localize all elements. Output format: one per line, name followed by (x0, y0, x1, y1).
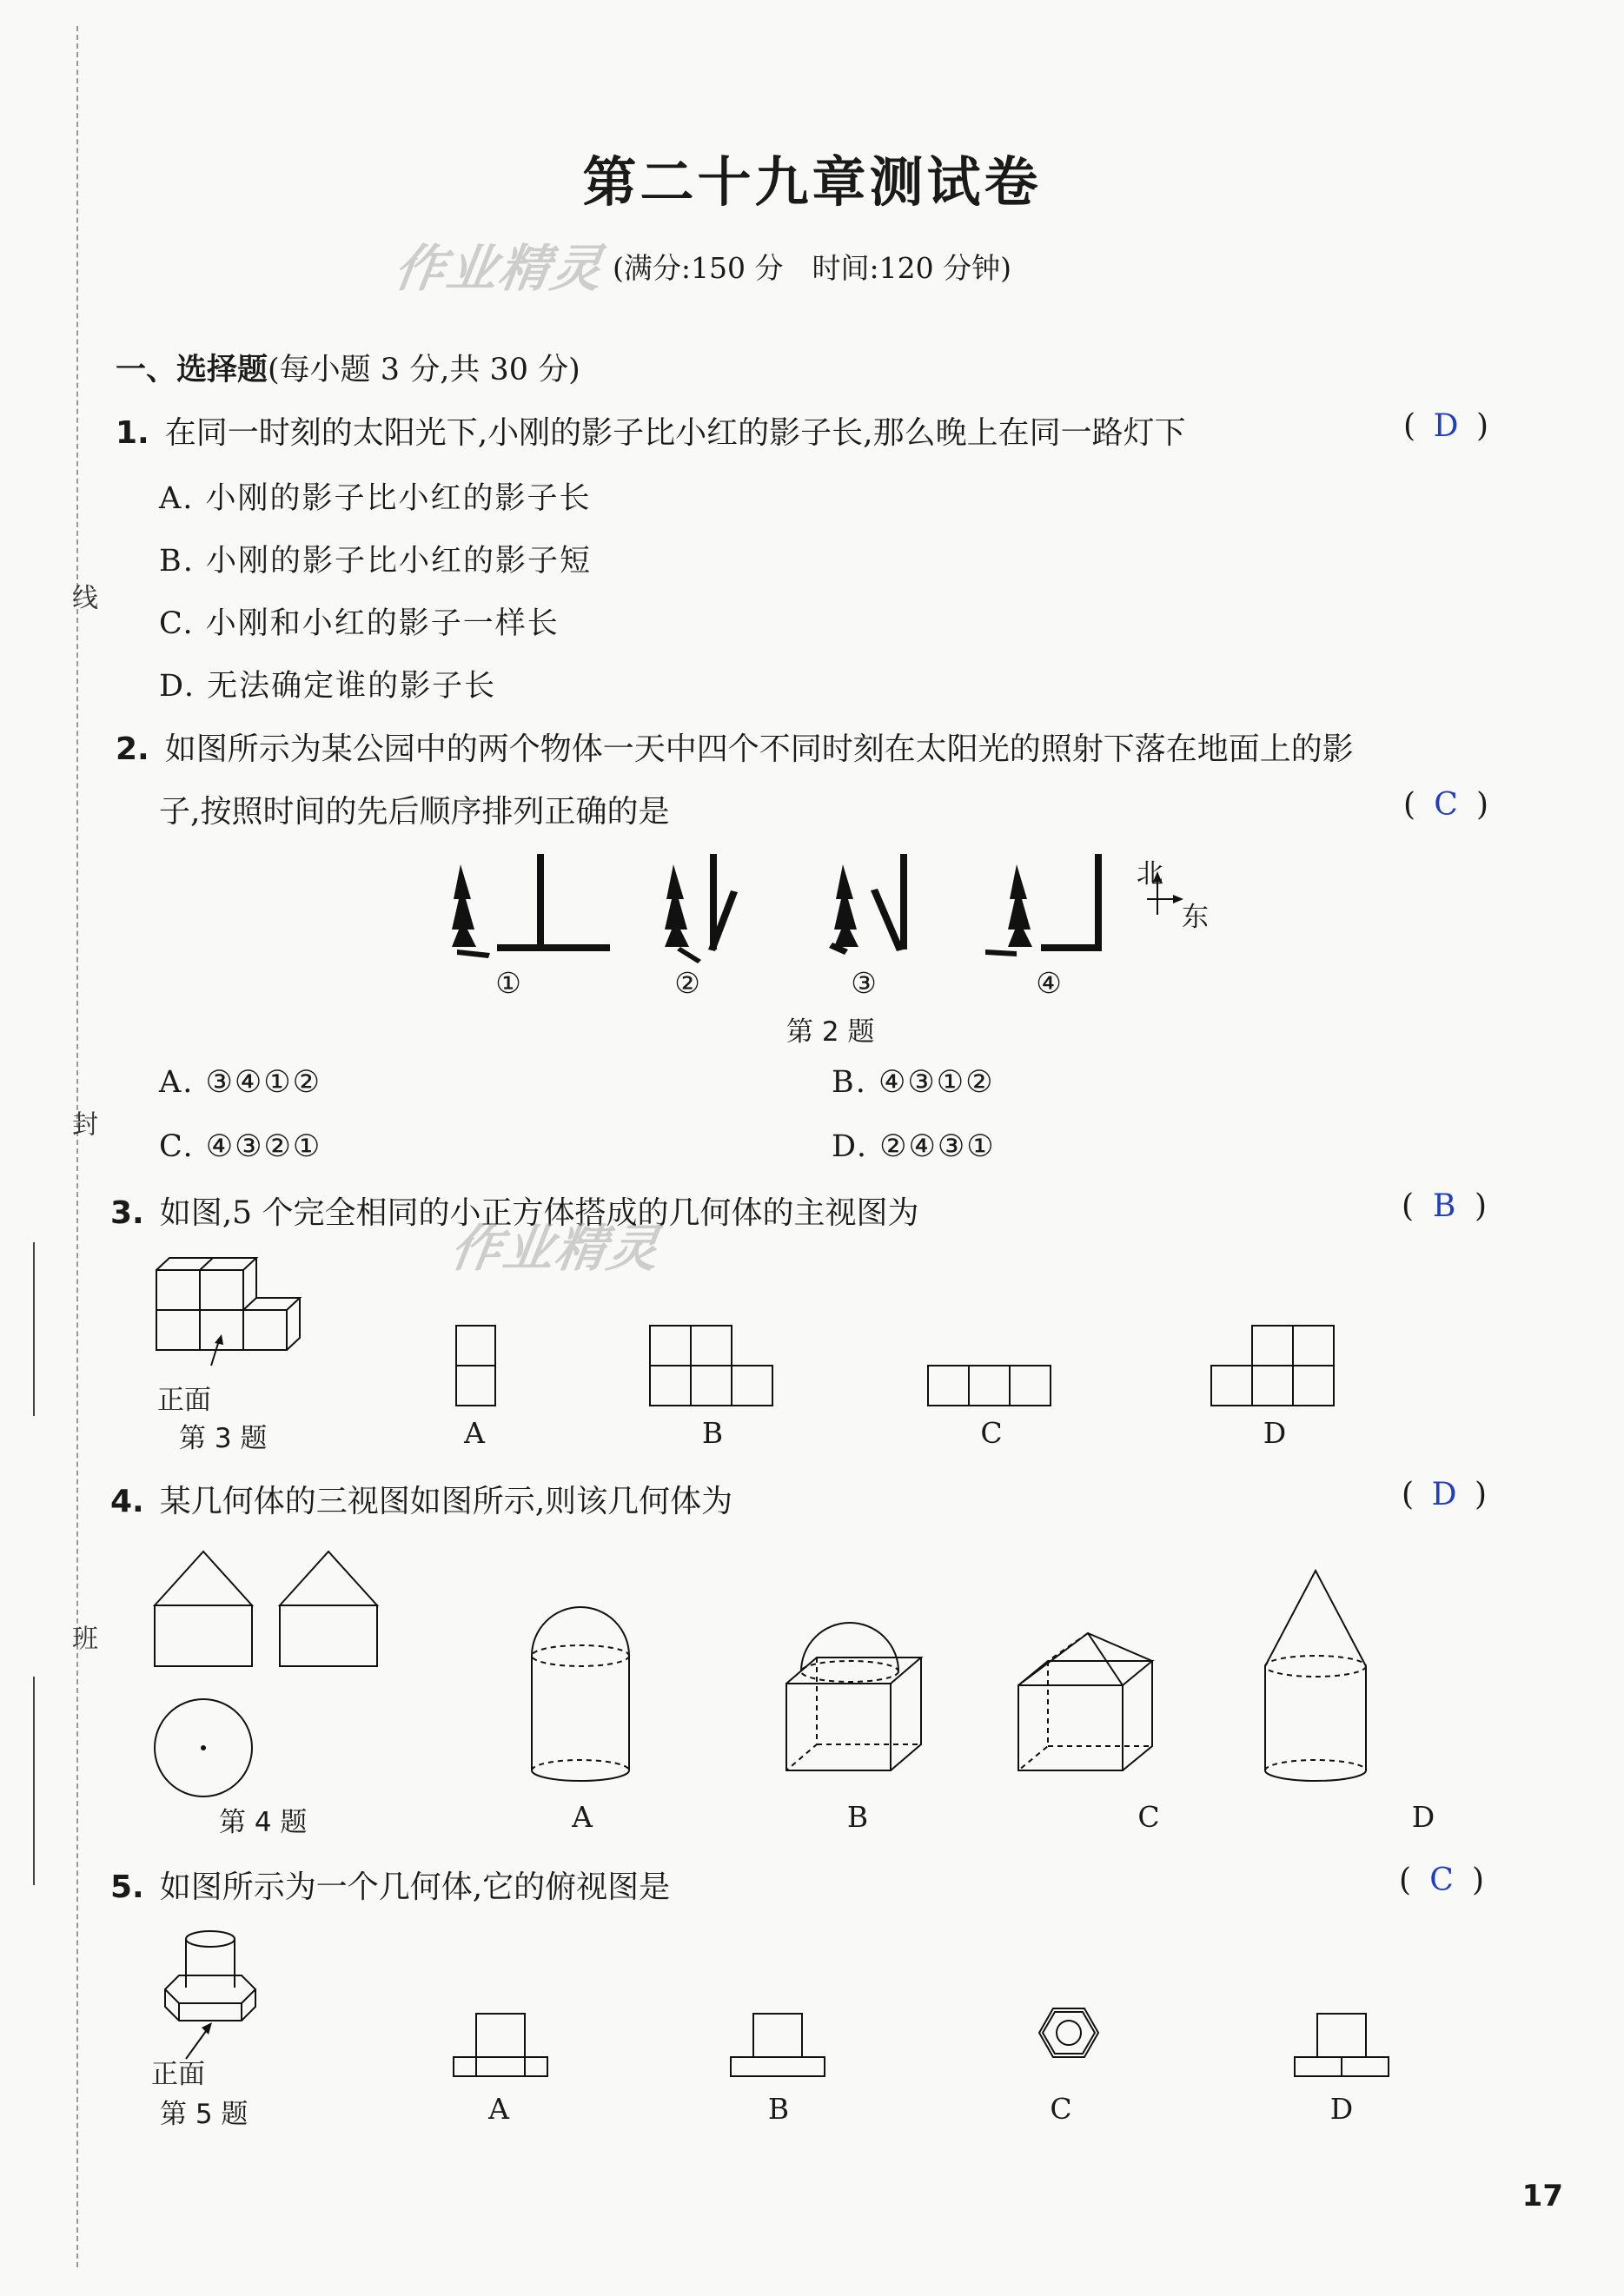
hex-prism-cylinder-drawing (165, 1931, 255, 2021)
answer-letter: C (1434, 787, 1458, 823)
answer-bracket-5: ( C ) (1399, 1863, 1485, 1898)
figure-label-1: ① (495, 966, 521, 1000)
choice-label-b: B (701, 1416, 724, 1450)
option-a: A. ③④①② (159, 1065, 322, 1100)
question-2 (116, 725, 1354, 769)
cube-views-figure (152, 1251, 1386, 1425)
tree-and-pole-3 (829, 854, 907, 955)
choice-label-a: A (464, 1416, 485, 1450)
choice-label-a: A (488, 2092, 509, 2126)
figure-caption: 第 5 题 (160, 2099, 249, 2130)
answer-bracket-1: ( D ) (1403, 408, 1489, 444)
question-number: 5. (110, 1869, 144, 1905)
answer-bracket-4: ( D ) (1402, 1477, 1488, 1512)
choice-d-drawing (1265, 1571, 1366, 1781)
choice-label-b: B (846, 1800, 869, 1834)
section-heading (116, 346, 580, 389)
margin-blank-line (33, 1242, 35, 1416)
answer-bracket-2: ( C ) (1403, 787, 1489, 823)
choice-a-drawing (454, 2014, 547, 2076)
answer-letter: B (1432, 1188, 1456, 1224)
top-view-figure (148, 1920, 1416, 2094)
section-note: (每小题 3 分,共 30 分) (268, 353, 580, 387)
compass-east-label: 东 (1182, 902, 1209, 933)
watermark: 作业精灵 (390, 239, 608, 298)
question-text: 某几何体的三视图如图所示,则该几何体为 (159, 1484, 733, 1519)
question-2-line2: 子,按照时间的先后顺序排列正确的是 (159, 794, 670, 830)
choice-a-drawing (456, 1326, 495, 1406)
answer-letter: D (1433, 408, 1459, 444)
option-c: C. ④③②① (159, 1129, 322, 1164)
binding-dashed-line (76, 26, 78, 2267)
figure-caption: 第 4 题 (219, 1807, 308, 1838)
question-1 (116, 408, 1186, 453)
question-5 (110, 1863, 670, 1907)
answer-letter: D (1431, 1477, 1457, 1512)
compass-north-label: 北 (1137, 858, 1163, 890)
figure-caption: 第 3 题 (179, 1423, 268, 1454)
choice-label-c: C (1050, 2092, 1072, 2126)
tree-and-pole-2 (665, 854, 738, 963)
choice-label-d: D (1411, 1800, 1435, 1834)
option-b: B. ④③①② (832, 1065, 995, 1100)
figure-label-4: ④ (1036, 966, 1062, 1000)
page-subtitle: (满分:150 分 时间:120 分钟) (613, 251, 1011, 285)
question-number: 1. (116, 415, 149, 451)
option-d: D. 无法确定谁的影子长 (159, 669, 497, 704)
question-text: 在同一时刻的太阳光下,小刚的影子比小红的影子长,那么晚上在同一路灯下 (164, 415, 1186, 451)
question-text: 如图所示为一个几何体,它的俯视图是 (159, 1869, 671, 1905)
option-a: A. 小刚的影子比小红的影子长 (159, 481, 592, 516)
question-number: 3. (110, 1195, 144, 1231)
choice-c-drawing (1039, 2008, 1098, 2057)
section-title: 一、选择题 (116, 353, 268, 387)
watermark: 作业精灵 (447, 1219, 665, 1278)
cube-stack-drawing (156, 1258, 300, 1350)
margin-label-line: 线 (67, 584, 97, 610)
question-4 (110, 1477, 732, 1521)
choice-label-c: C (980, 1416, 1003, 1450)
question-number: 4. (110, 1484, 144, 1519)
margin-blank-line (33, 1677, 35, 1885)
choice-b-drawing (731, 2014, 825, 2076)
choice-label-d: D (1329, 2092, 1354, 2126)
choice-a-drawing (532, 1607, 629, 1781)
option-c: C. 小刚和小红的影子一样长 (159, 606, 560, 641)
answer-bracket-3: ( B ) (1402, 1188, 1488, 1224)
page-title: 第二十九章测试卷 (582, 150, 1042, 214)
choice-label-d: D (1263, 1416, 1287, 1450)
tree-and-pole-1 (452, 854, 610, 958)
choice-b-drawing (650, 1326, 772, 1406)
choice-label-b: B (767, 2092, 790, 2126)
choice-b-drawing (786, 1623, 921, 1770)
choice-c-drawing (928, 1366, 1051, 1406)
choice-d-drawing (1295, 2014, 1389, 2076)
tree-and-pole-4 (985, 854, 1102, 956)
choice-d-drawing (1211, 1326, 1334, 1406)
question-text: 如图所示为某公园中的两个物体一天中四个不同时刻在太阳光的照射下落在地面上的影 (164, 731, 1354, 767)
choice-label-a: A (572, 1800, 593, 1834)
front-label: 正面 (157, 1385, 211, 1416)
figure-caption: 第 2 题 (786, 1016, 875, 1048)
question-number: 2. (116, 731, 149, 767)
page-number: 17 (1521, 2179, 1563, 2213)
choice-c-drawing (1018, 1633, 1152, 1770)
margin-label-seal: 封 (67, 1110, 97, 1136)
option-d: D. ②④③① (832, 1129, 996, 1164)
option-b: B. 小刚的影子比小红的影子短 (159, 544, 592, 579)
answer-letter: C (1429, 1863, 1454, 1898)
three-views-figure (148, 1536, 1503, 1814)
figure-label-3: ③ (851, 966, 877, 1000)
question-text: 如图,5 个完全相同的小正方体搭成的几何体的主视图为 (159, 1195, 919, 1231)
choice-label-c: C (1137, 1800, 1160, 1834)
front-label: 正面 (151, 2059, 205, 2090)
figure-label-2: ② (674, 966, 700, 1000)
three-views-drawing (155, 1552, 377, 1796)
margin-label-class: 班 (67, 1624, 97, 1651)
